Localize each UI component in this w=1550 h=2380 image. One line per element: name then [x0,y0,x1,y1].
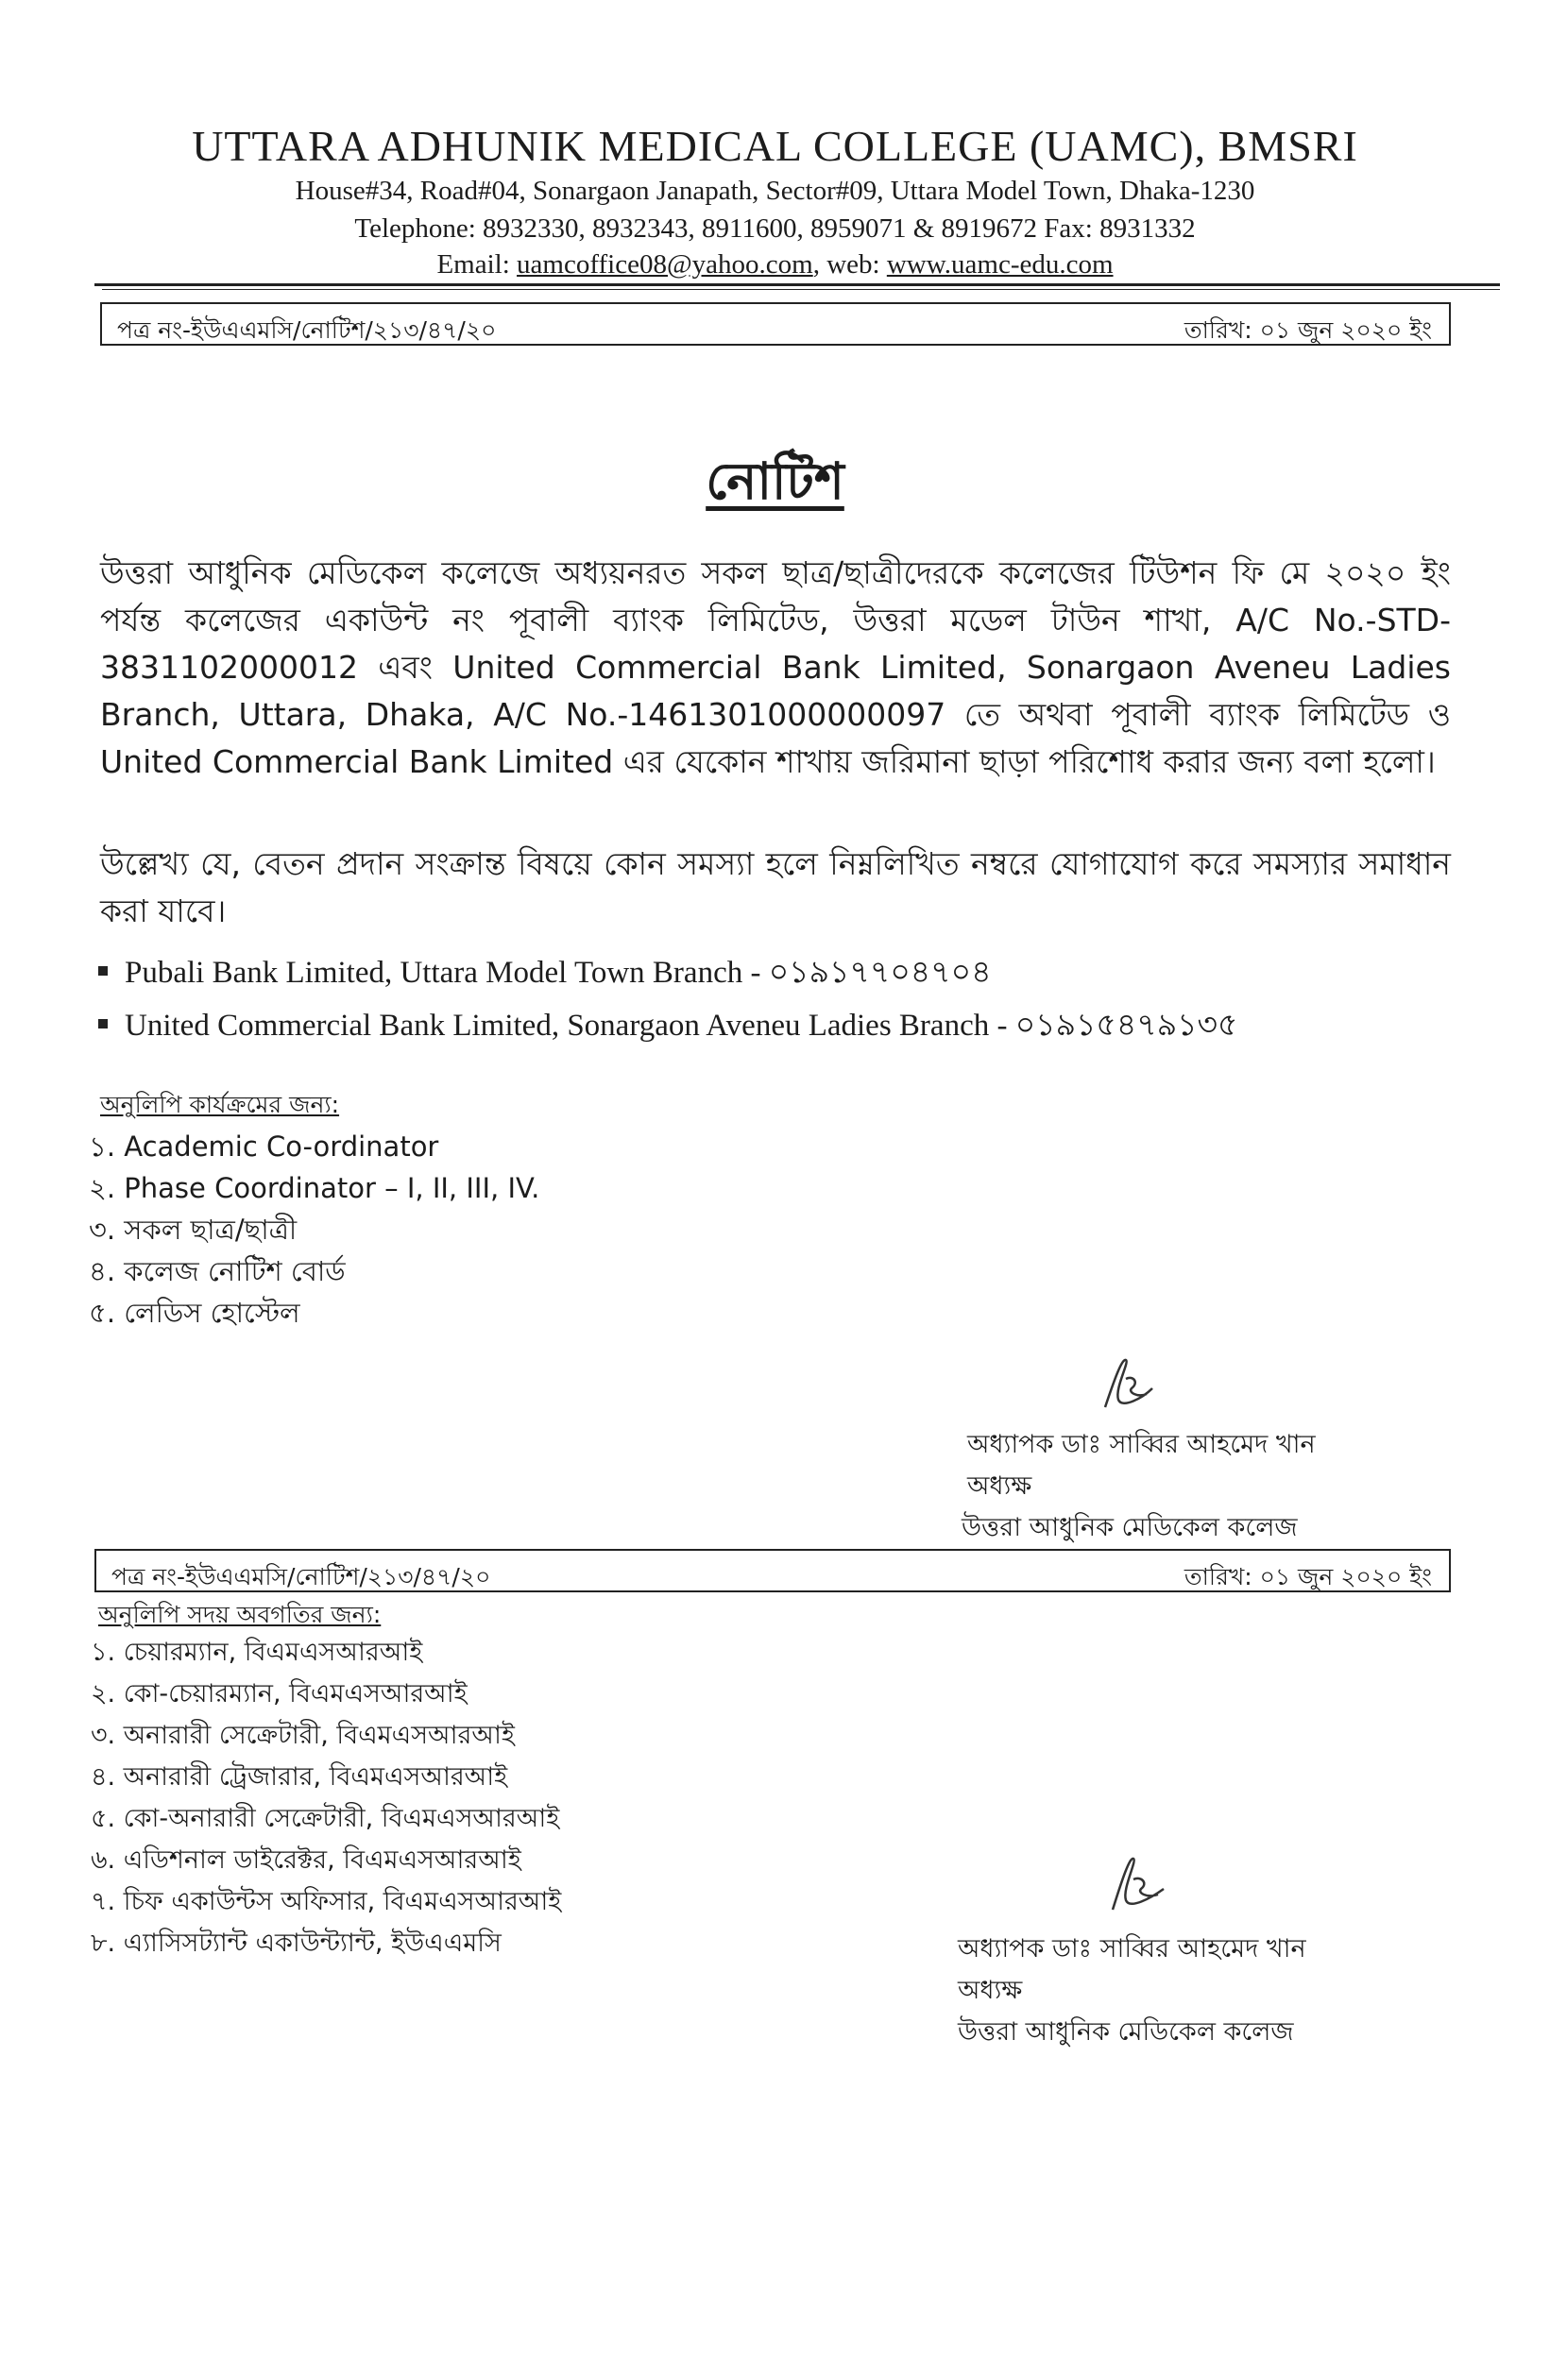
notice-paragraph-2: উল্লেখ্য যে, বেতন প্রদান সংক্রান্ত বিষয়ে কোন সমস্যা হলে নিম্নলিখিত নম্বরে যোগাযোগ করে সমস্যার সমাধান করা যাবে। [100,845,1451,929]
bullet-icon [98,1019,108,1028]
list-item: ৩. অনারারী সেক্রেটারী, বিএমএসআরআই [91,1721,515,1750]
bullet-icon [98,966,108,976]
signatory-institution: উত্তরা আধুনিক মেডিকেল কলেজ [962,1513,1298,1542]
signatory-block-2 [958,1929,1306,2053]
list-item: ৪. অনারারী ট্রেজারার, বিএমএসআরআই [91,1762,508,1792]
college-name: UTTARA ADHUNIK MEDICAL COLLEGE (UAMC), BMSRI [192,122,1358,170]
signature-image [1096,1851,1181,1917]
list-item: ১. চেয়ারম্যান, বিএমএসআরআই [91,1638,423,1667]
contact-item [98,946,1458,999]
signatory-institution: উত্তরা আধুনিক মেডিকেল কলেজ [958,2017,1294,2047]
list-item: ৮. এ্যাসিসট্যান্ট একাউন্ট্যান্ট, ইউএএমসি [91,1929,502,1958]
memo-date: তারিখ: ০১ জুন ২০২০ ইং [1184,316,1432,344]
college-telephone: Telephone: 8932330, 8932343, 8911600, 8959071 & 8919672 Fax: 8931332 [354,213,1196,244]
list-item: ৫. কো-অনারারী সেক্রেটারী, বিএমএসআরআই [91,1804,560,1833]
notice-heading-text: নোটিশ [706,451,844,511]
memo-date: তারিখ: ০১ জুন ২০২০ ইং [1184,1563,1432,1590]
signatory-designation: অধ্যক্ষ [967,1471,1032,1501]
list-item: ২. কো-চেয়ারম্যান, বিএমএসআরআই [91,1679,468,1708]
contact-text: United Commercial Bank Limited, Sonargaon Aveneu Ladies Branch - ০১৯১৫৪৭৯১৩৫ [125,1009,1238,1043]
signatory-designation: অধ্যক্ষ [958,1976,1023,2005]
web-label: , web: [812,249,887,280]
contact-item [98,999,1458,1052]
signatory-block [962,1424,1316,1549]
signature-image [1086,1351,1171,1417]
contact-list [98,946,1458,1052]
list-item: ৭. চিফ একাউন্টস অফিসার, বিএমএসআরআই [91,1887,562,1916]
list-item: ৬. এডিশনাল ডাইরেক্টর, বিএমএসআরআই [91,1845,521,1875]
letterhead-rule [94,283,1500,286]
list-item: ৪. কলেজ নোটিশ বোর্ড [89,1255,346,1287]
list-item: ২. Phase Coordinator – I, II, III, IV. [89,1172,540,1204]
reference-box [100,302,1451,346]
copy-info-list [91,1632,561,1964]
college-address: House#34, Road#04, Sonargaon Janapath, Sector#09, Uttara Model Town, Dhaka-1230 [295,176,1255,206]
notice-heading [0,442,1550,527]
letterhead-rule-thin [102,289,1500,290]
memo-number: পত্র নং-ইউএএমসি/নোটিশ/২১৩/৪৭/২০ [117,316,497,344]
email-link[interactable]: uamcoffice08@yahoo.com [517,249,813,280]
copy-action-list [89,1126,539,1334]
notice-paragraph-1: উত্তরা আধুনিক মেডিকেল কলেজে অধ্যয়নরত সকল ছাত্র/ছাত্রীদেরকে কলেজের টিউশন ফি মে ২০২০ ইং পর্যন্ত কলেজের একাউন্ট নং পূবালী ব্যাংক লিমিটেড, উত্তরা মডেল টাউন শাখা, A/C No.-STD-3831102000012 এবং United Commercial Bank Limited, Sonargaon Aveneu Ladies Branch, Uttara, Dhaka, A/C No.-1461301000000097 তে অথবা পূবালী ব্যাংক লিমিটেড ও United Commercial Bank Limited এর যেকোন শাখায় জরিমানা ছাড়া পরিশোধ করার জন্য বলা হলো। [100,554,1451,780]
web-link[interactable]: www.uamc-edu.com [886,249,1114,280]
copy-action-heading: অনুলিপি কার্যক্রমের জন্য: [100,1091,340,1118]
reference-box-2 [94,1549,1451,1592]
signatory-name: অধ্যাপক ডাঃ সাব্বির আহমেদ খান [958,1934,1306,1964]
copy-info-heading: অনুলিপি সদয় অবগতির জন্য: [98,1601,382,1628]
list-item: ১. Academic Co-ordinator [89,1130,439,1163]
signatory-name: অধ্যাপক ডাঃ সাব্বির আহমেদ খান [967,1430,1316,1459]
memo-number: পত্র নং-ইউএএমসি/নোটিশ/২১৩/৪৭/২০ [111,1563,491,1590]
list-item: ৫. লেডিস হোস্টেল [89,1297,300,1329]
list-item: ৩. সকল ছাত্র/ছাত্রী [89,1214,298,1246]
college-contact-line [0,249,1550,280]
email-label: Email: [436,249,518,280]
contact-text: Pubali Bank Limited, Uttara Model Town Branch - ০১৯১৭৭০৪৭০৪ [125,956,992,990]
